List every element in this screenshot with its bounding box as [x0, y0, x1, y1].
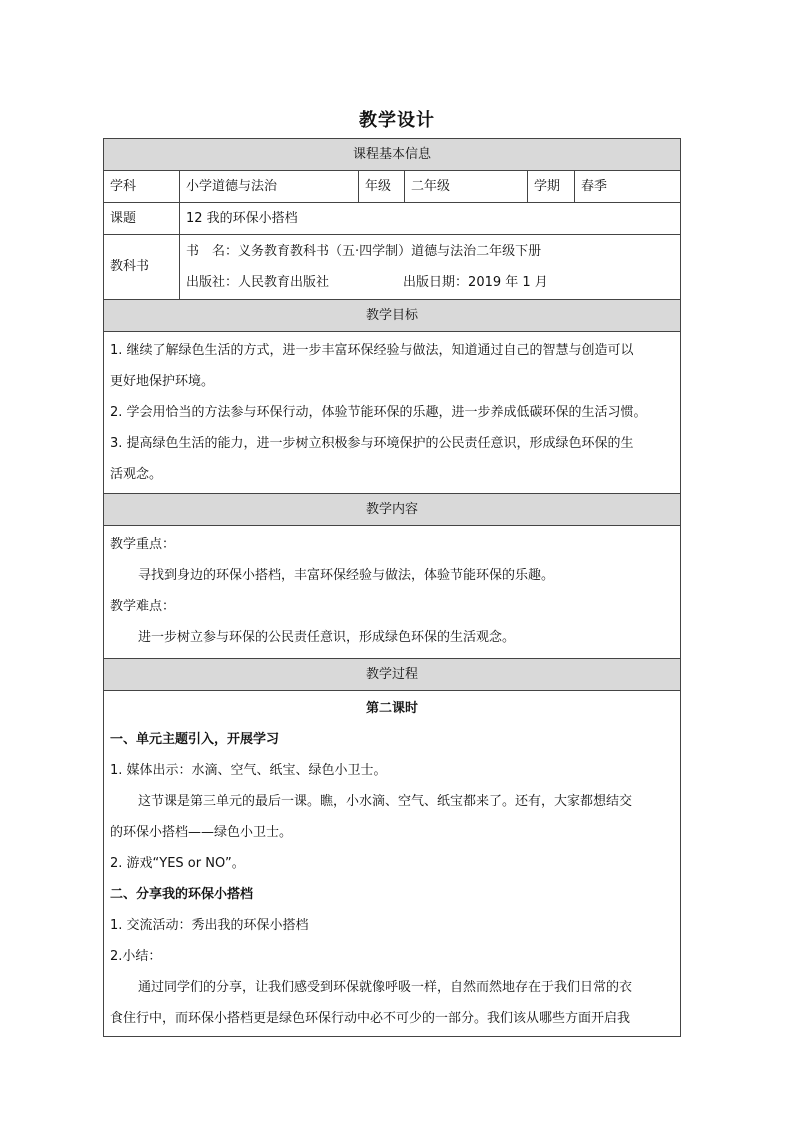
topic-value: 12 我的环保小搭档	[180, 203, 681, 235]
date-label: 出版日期：	[403, 275, 469, 290]
objective-line: 活观念。	[110, 467, 163, 482]
process-paragraph-line: 食住行中，而环保小搭档更是绿色环保行动中必不可少的一部分。我们该从哪些方面开启我	[110, 1011, 631, 1026]
course-info-header-row	[104, 139, 681, 171]
difficulty-label: 教学难点：	[110, 599, 176, 614]
book-name-line	[186, 236, 674, 267]
publisher-value: 人民教育出版社	[238, 275, 330, 290]
term-value: 春季	[575, 171, 681, 203]
process-body	[104, 691, 681, 1037]
topic-label: 课题	[104, 203, 180, 235]
process-item: 2. 游戏“YES or NO”。	[110, 856, 245, 871]
lesson-title: 第二课时	[366, 701, 419, 716]
section-heading: 二、分享我的环保小搭档	[110, 887, 254, 902]
objective-line: 1. 继续了解绿色生活的方式，进一步丰富环保经验与做法，知道通过自己的智慧与创造可以	[110, 343, 634, 358]
process-row	[104, 691, 681, 1037]
process-paragraph-line: 的环保小搭档——绿色小卫士。	[110, 825, 293, 840]
term-label: 学期	[528, 171, 575, 203]
content-header: 教学内容	[104, 494, 681, 526]
difficulty-text: 进一步树立参与环保的公民责任意识，形成绿色环保的生活观念。	[138, 630, 516, 645]
book-value: 义务教育教科书（五·四学制）道德与法治二年级下册	[238, 244, 542, 259]
objectives-row	[104, 332, 681, 494]
course-info-header: 课程基本信息	[104, 139, 681, 171]
grade-label: 年级	[359, 171, 405, 203]
date-value: 2019 年 1 月	[468, 275, 548, 290]
page-title: 教学设计	[359, 110, 435, 131]
key-point-text: 寻找到身边的环保小搭档，丰富环保经验与做法，体验节能环保的乐趣。	[138, 568, 555, 583]
process-header: 教学过程	[104, 659, 681, 691]
objectives-header-row	[104, 300, 681, 332]
process-item: 1. 交流活动：秀出我的环保小搭档	[110, 918, 309, 933]
objective-line: 更好地保护环境。	[110, 374, 215, 389]
topic-row	[104, 203, 681, 235]
publisher-line	[186, 267, 674, 298]
book-label: 书 名：	[186, 244, 239, 259]
section-heading: 一、单元主题引入，开展学习	[110, 732, 280, 747]
subject-value: 小学道德与法治	[180, 171, 359, 203]
lesson-plan-table	[103, 138, 681, 1037]
objectives-header: 教学目标	[104, 300, 681, 332]
objectives-body	[104, 332, 681, 494]
content-header-row	[104, 494, 681, 526]
objective-line: 3. 提高绿色生活的能力，进一步树立积极参与环境保护的公民责任意识，形成绿色环保的生	[110, 436, 634, 451]
key-point-label: 教学重点：	[110, 537, 176, 552]
process-header-row	[104, 659, 681, 691]
process-paragraph-line: 通过同学们的分享，让我们感受到环保就像呼吸一样，自然而然地存在于我们日常的衣	[138, 980, 633, 995]
process-paragraph-line: 这节课是第三单元的最后一课。瞧，小水滴、空气、纸宝都来了。还有，大家都想结交	[138, 794, 633, 809]
subject-label: 学科	[104, 171, 180, 203]
grade-value: 二年级	[405, 171, 528, 203]
subject-row	[104, 171, 681, 203]
process-item: 2.小结：	[110, 949, 162, 964]
content-body	[104, 526, 681, 659]
content-row	[104, 526, 681, 659]
publisher-label: 出版社：	[186, 275, 239, 290]
textbook-row	[104, 235, 681, 300]
textbook-label: 教科书	[104, 235, 180, 300]
process-item: 1. 媒体出示：水滴、空气、纸宝、绿色小卫士。	[110, 763, 387, 778]
textbook-details	[180, 235, 681, 300]
objective-line: 2. 学会用恰当的方法参与环保行动，体验节能环保的乐趣，进一步养成低碳环保的生活习惯。	[110, 405, 647, 420]
